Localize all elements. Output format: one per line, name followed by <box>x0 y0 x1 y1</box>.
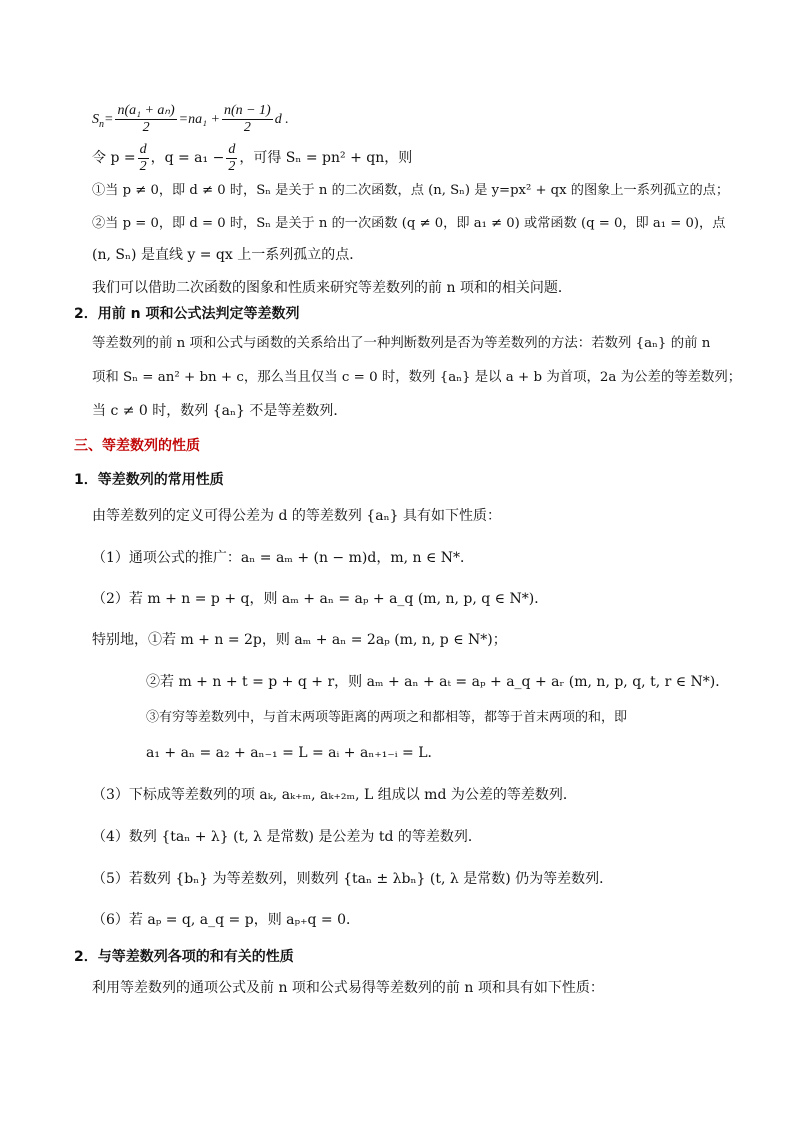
subsection-2-title: 2．与等差数列各项的和有关的性质 <box>74 949 294 965</box>
section-2-paragraph-2: 项和 Sₙ = an² + bn + c，那么当且仅当 c = 0 时，数列 {aₙ} 是以 a + b 为首项，2a 为公差的等差数列； <box>92 370 742 385</box>
case-2-line-2: (n, Sₙ) 是直线 y = qx 上一系列孤立的点． <box>92 247 364 263</box>
let-tail: ，可得 Sₙ = pn² + qn，则 <box>239 150 413 166</box>
special-case-3: ③有穷等差数列中，与首末两项等距离的两项之和都相等，都等于首末两项的和，即 <box>146 710 628 725</box>
section-2-paragraph-1: 等差数列的前 n 项和公式与函数的关系给出了一种判断数列是否为等差数列的方法：若数列 {aₙ} 的前 n <box>92 336 711 351</box>
subsection-1-title: 1．等差数列的常用性质 <box>74 472 224 488</box>
let-line <box>92 140 412 176</box>
case-2-line-1: ②当 p = 0，即 d = 0 时，Sₙ 是关于 n 的一次函数 (q ≠ 0，即 a₁ ≠ 0) 或常函数 (q = 0，即 a₁ = 0)，点 <box>92 216 726 231</box>
special-case-1: 特别地，①若 m + n = 2p，则 aₘ + aₙ = 2aₚ (m, n, p ∈ N*)； <box>92 632 507 648</box>
property-4: （4）数列 {taₙ + λ} (t, λ 是常数) 是公差为 td 的等差数列． <box>92 829 482 845</box>
let-pre: 令 p = <box>92 150 136 166</box>
section-2-title: 2．用前 n 项和公式法判定等差数列 <box>74 306 300 322</box>
let-mid: ，q = a₁ − <box>150 150 225 166</box>
property-2: （2）若 m + n = p + q，则 aₘ + aₙ = aₚ + a_q (m, n, p, q ∈ N*)． <box>92 591 549 607</box>
property-3: （3）下标成等差数列的项 aₖ, aₖ₊ₘ, aₖ₊₂ₘ, L 组成以 md 为公差的等差数列． <box>92 787 577 803</box>
subsection-2-intro: 利用等差数列的通项公式及前 n 项和公式易得等差数列的前 n 项和具有如下性质： <box>92 980 604 996</box>
let-fraction-2 <box>226 142 237 175</box>
sn-tail: d . <box>274 112 289 127</box>
let-frac1-den: 2 <box>139 158 147 174</box>
sn-frac2-num: n(n − 1) <box>223 103 271 119</box>
sn-mid: =na₁ + <box>178 112 220 127</box>
sn-lhs-sub: n <box>99 118 104 130</box>
sn-formula: $S_n=$ $\frac{\text{n(a₁ + aₙ)}}{2}$ =na₁ + $\frac{n(n - 1)}{2}$ d . <box>92 103 289 136</box>
sn-frac2-den: 2 <box>243 120 251 136</box>
property-5: （5）若数列 {bₙ} 为等差数列，则数列 {taₙ ± λbₙ} (t, λ 是常数) 仍为等差数列． <box>92 871 614 887</box>
let-fraction-1 <box>138 142 149 175</box>
case-1: ①当 p ≠ 0，即 d ≠ 0 时，Sₙ 是关于 n 的二次函数，点 (n, Sₙ) 是 y=px² + qx 的图象上一系列孤立的点； <box>92 183 730 198</box>
sn-fraction-1 <box>115 103 176 136</box>
sn-lhs: S <box>92 112 99 127</box>
property-6: （6）若 aₚ = q, a_q = p，则 aₚ₊q = 0． <box>92 912 360 928</box>
section-2-paragraph-3: 当 c ≠ 0 时，数列 {aₙ} 不是等差数列． <box>92 403 348 419</box>
special-case-3-formula: a₁ + aₙ = a₂ + aₙ₋₁ = L = aᵢ + aₙ₊₁₋ᵢ = L． <box>146 745 442 761</box>
subsection-1-intro: 由等差数列的定义可得公差为 d 的等差数列 {aₙ} 具有如下性质： <box>92 508 501 524</box>
let-frac2-num: d <box>228 141 236 157</box>
sn-frac1-num: n(a₁ + aₙ) <box>117 103 175 119</box>
special-case-2: ②若 m + n + t = p + q + r，则 aₘ + aₙ + aₜ = aₚ + a_q + aᵣ (m, n, p, q, t, r ∈ N*)． <box>146 674 730 690</box>
part-3-title: 三、等差数列的性质 <box>74 438 200 454</box>
summary-text: 我们可以借助二次函数的图象和性质来研究等差数列的前 n 项和的相关问题． <box>92 280 572 296</box>
sn-fraction-2 <box>222 103 273 136</box>
property-1: （1）通项公式的推广：aₙ = aₘ + (n − m)d，m, n ∈ N*． <box>92 550 475 566</box>
sn-frac1-den: 2 <box>142 120 150 136</box>
let-frac1-num: d <box>139 141 147 157</box>
let-frac2-den: 2 <box>228 158 236 174</box>
